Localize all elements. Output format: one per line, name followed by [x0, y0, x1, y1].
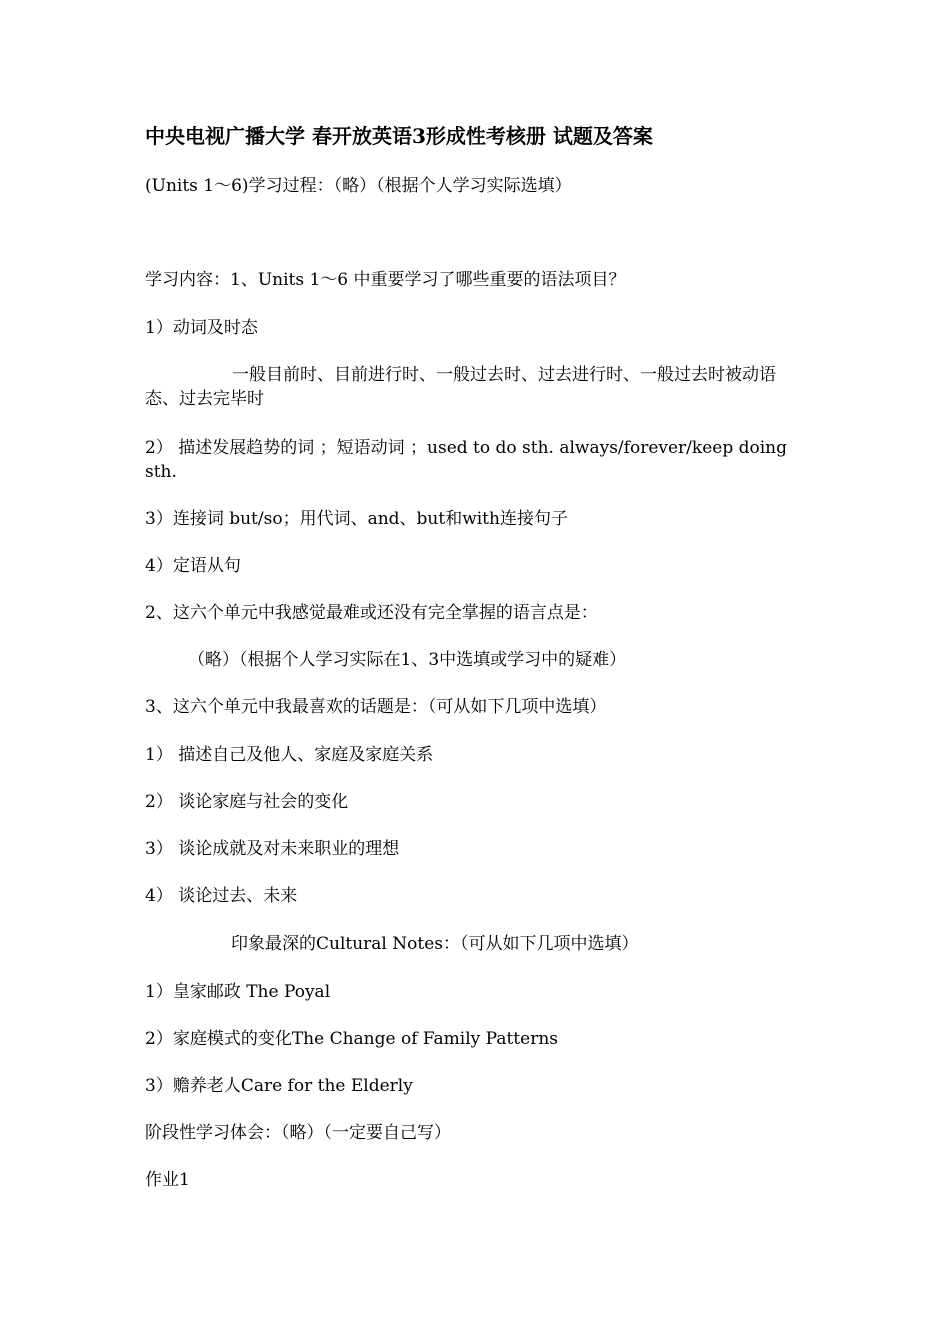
cultural-note-3: 3）赡养老人Care for the Elderly [145, 1076, 413, 1096]
units-learning-process: (Units 1～6)学习过程：（略）（根据个人学习实际选填） [145, 176, 572, 196]
topic-item-2: 2） 谈论家庭与社会的变化 [145, 792, 349, 812]
topic-item-1: 1） 描述自己及他人、家庭及家庭关系 [145, 745, 434, 765]
cultural-notes-heading: 印象最深的Cultural Notes：（可从如下几项中选填） [231, 934, 639, 954]
homework-heading: 作业1 [145, 1170, 190, 1190]
grammar-item-4: 4）定语从句 [145, 556, 241, 576]
grammar-item-3: 3）连接词 but/so；用代词、and、but和with连接句子 [145, 509, 568, 529]
question-2: 2、这六个单元中我感觉最难或还没有完全掌握的语言点是： [145, 603, 598, 623]
cultural-note-2: 2）家庭模式的变化The Change of Family Patterns [145, 1029, 558, 1049]
topic-item-4: 4） 谈论过去、未来 [145, 886, 298, 906]
question-1: 学习内容：1、Units 1～6 中重要学习了哪些重要的语法项目？ [145, 270, 626, 290]
question-3: 3、这六个单元中我最喜欢的话题是：（可从如下几项中选填） [145, 697, 607, 717]
cultural-note-1: 1）皇家邮政 The Poyal [145, 982, 331, 1002]
learning-reflection: 阶段性学习体会：（略）（一定要自己写） [145, 1123, 451, 1143]
document-title: 中央电视广播大学 春开放英语3形成性考核册 试题及答案 [145, 124, 653, 148]
grammar-item-1: 1）动词及时态 [145, 318, 258, 338]
grammar-item-1-detail: 一般目前时、目前进行时、一般过去时、过去进行时、一般过去时被动语态、过去完毕时 [145, 365, 776, 409]
topic-item-3: 3） 谈论成就及对未来职业的理想 [145, 839, 400, 859]
question-2-answer: （略）（根据个人学习实际在1、3中选填或学习中的疑难） [188, 650, 627, 670]
grammar-item-2: 2） 描述发展趋势的词 ；短语动词 ；used to do sth. always/forever/keep doing sth. [145, 438, 787, 482]
